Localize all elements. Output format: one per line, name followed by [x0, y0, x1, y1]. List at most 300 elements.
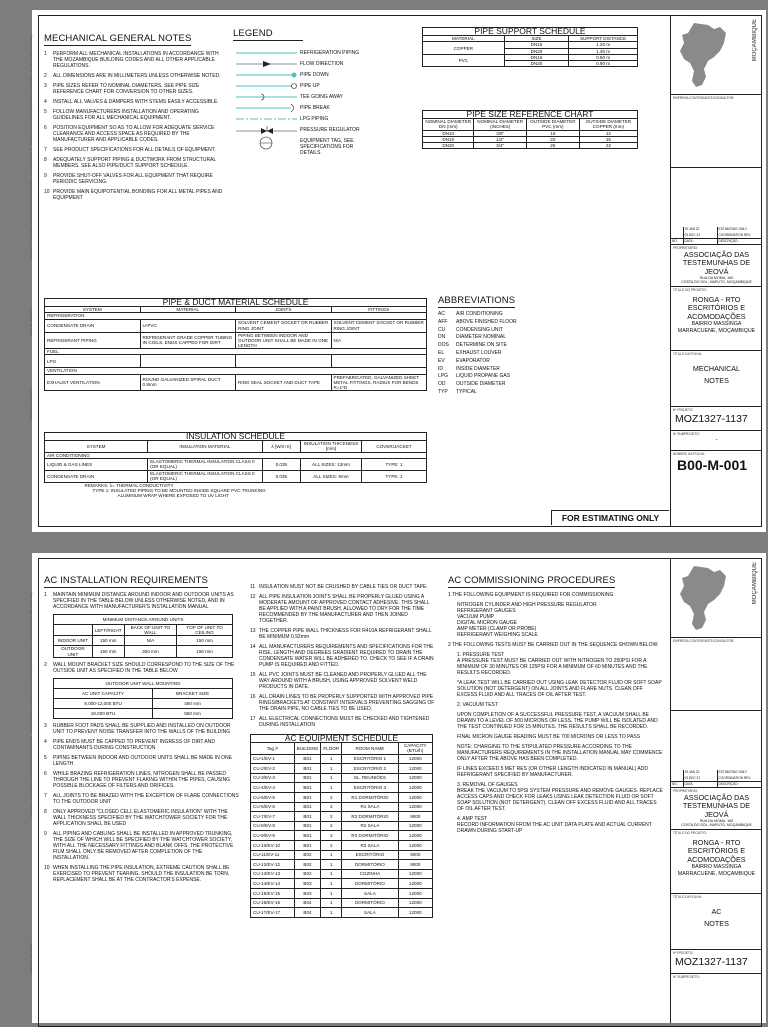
- remarks: REMARKS: λ= THERMAL CONDUCTIVITY: [84, 482, 174, 488]
- legend-label: FLOW DIRECTION: [300, 61, 344, 67]
- table-row: [251, 831, 433, 841]
- table-cell: CONDENSATE DRAIN: [45, 319, 141, 332]
- note-number: 13: [250, 628, 256, 634]
- table-cell: 450 mm: [153, 698, 233, 708]
- table-title: AC EQUIPMENT SCHEDULE: [251, 735, 433, 743]
- table-row: [251, 821, 433, 831]
- note-text: ONLY APPROVED "CLOSED CELL ELASTOMERIC INSULATION" WITH THE WALL THICKNESS SPECIFIED BY THE WATCHTOWER SOCIETY FOR THE APPLICATION SHALL BE USED: [53, 808, 228, 827]
- table-cell: R1 SALA: [342, 802, 398, 812]
- table-cell: TYPE: 1: [362, 470, 427, 482]
- abbreviation-value: INSIDE DIAMETER: [456, 365, 500, 372]
- section-title: AC INSTALLATION REQUIREMENTS: [44, 575, 208, 586]
- table-cell: CU-12/EV-12: [251, 860, 295, 870]
- table-cell: SALA: [342, 888, 398, 898]
- table-cell: DN20: [423, 143, 474, 149]
- pipe-support-table: [422, 27, 638, 67]
- revision-table: [671, 227, 762, 244]
- field-label: Nº PROJETO:: [673, 408, 694, 412]
- legend-label: PRESSURE REGULATOR: [300, 127, 360, 133]
- abbreviation-row: [438, 389, 668, 397]
- mozambique-map-icon: [671, 564, 737, 634]
- note-number: 4: [44, 738, 47, 745]
- note-text: PIPE SIZES REFER TO NOMINAL DIAMETERS. SEE PIPE SIZE REFERENCE CHART FOR CONVERSION TO OTHER SIZES.: [53, 83, 200, 95]
- table-row: [251, 764, 433, 774]
- remarks: ALUMINUM WRAP WHERE EXPOSED TO UV LIGHT: [117, 493, 229, 499]
- table-cell: 9000: [398, 850, 432, 860]
- note-text: ALL PIPE INSULATION JOINTS SHALL BE PROPERLY GLUED USING A MODERATE AMOUNT OF APPROVED CONTACT ADHESIVE. THIS SHALL BE APPLIED WITH A PAINT BRUSH, ALLOWED TO DRY FOR THE TIME RECOMMENDED BY THE MANUFACTURER AND THEN JOINED TOGETHER.: [259, 594, 430, 624]
- note-text: ALL DRAIN LINES TO BE PROPERLY SUPPORTED WITH APPROVED PIPE RINGS/BRACKETS AT CONSTANT INTERVALS PREVENTING SAGGING OF THE DRAIN PIPE, NO CABLE TIES TO BE USED.: [259, 694, 435, 712]
- note-item: [44, 831, 239, 861]
- tee-icon: [233, 91, 299, 102]
- abbreviation-row: [438, 358, 668, 366]
- legend-label: PIPE UP: [300, 83, 320, 89]
- table-title: PIPE SUPPORT SCHEDULE: [423, 28, 638, 36]
- lpg-line-icon: [233, 113, 299, 124]
- table-cell: ELASTOMERIC THERMAL INSULATION CLASS 0 (OR EQUAL): [148, 458, 263, 470]
- column-header: TOP OF UNIT TO CEILING: [177, 625, 233, 636]
- note-item: 1 MAINTAIN MINIMUM DISTANCE AROUND INDOOR AND OUTDOOR UNITS AS SPECIFIED IN THE TABLE BELOW UNLESS OTHERWISE NOTED, AND IN ACCORDANCE WITH MANUFACTURER'S INSTALLATION MANUAL: [44, 592, 239, 610]
- table-cell: 2: [321, 831, 342, 841]
- table-cell: 25: [526, 143, 579, 149]
- note-text: POSITION EQUIPMENT SO AS TO ALLOW FOR ADEQUATE SERVICE CLEARANCE AND ACCESS SPACE AS REQUIRED BY THE MANUFACTURER AND APPLICABLE CODES.: [53, 125, 215, 143]
- table-cell: CU-13/EV-13: [251, 869, 295, 879]
- project-location: BAIRRO MASSINGA: [691, 863, 742, 870]
- column-header: λ [W/m K]: [262, 441, 300, 452]
- table-cell: 550 mm: [153, 708, 233, 718]
- table-cell: B01: [294, 754, 321, 764]
- project-location: BAIRRO MASSINGA: [691, 320, 742, 327]
- note-item: [250, 594, 435, 624]
- note-item: [44, 793, 239, 805]
- group-label: FUEL: [45, 349, 427, 355]
- legend-item: [233, 47, 413, 58]
- drawing-number-panel: [671, 451, 762, 486]
- table-row: [45, 319, 427, 332]
- commissioning-paragraph: AMP METER (CLAMP OR PROBE): [457, 626, 537, 632]
- drawing-number: B00-M-001: [677, 457, 748, 473]
- sheet-title-panel: [671, 894, 762, 950]
- table-cell: SOLVENT CEMENT SOCKET OR RUBBER RING JOINT: [331, 319, 427, 332]
- table-cell: 12000: [398, 908, 432, 918]
- sheet-content: [38, 558, 670, 1023]
- table-cell: 1.20 m: [569, 42, 638, 48]
- legend-item: [233, 58, 413, 69]
- table-cell: 12000: [398, 821, 432, 831]
- table-cell: CONDENSATE DRAIN: [45, 470, 148, 482]
- note-number: 17: [250, 716, 256, 722]
- note-number: 4: [44, 99, 47, 105]
- table-cell: TYPE: 1: [362, 458, 427, 470]
- table-row: [251, 850, 433, 860]
- commissioning-paragraph: 2. VACUUM TEST: [457, 702, 498, 708]
- note-item: [44, 739, 239, 751]
- sheet-title: MECHANICAL: [692, 364, 741, 373]
- table-cell: DN15: [423, 136, 474, 142]
- commissioning-paragraph: 1 THE FOLLOWING EQUIPMENT IS REQUIRED FOR COMMISSIONING:: [448, 592, 615, 598]
- note-number: 10: [44, 189, 50, 195]
- table-cell: B01: [294, 802, 321, 812]
- note-item: [44, 723, 239, 735]
- rev-desc: ESTIMATING ONLY: [718, 227, 748, 232]
- commissioning: [448, 570, 663, 838]
- note-number: 11: [250, 584, 256, 590]
- side-text: FILE PATH: 1 Cloud\Nate Garrtel\Nettinas\Mozambique\RCU - File Interpretation (K: Construction Documents)\(1)\MOZ1327\Technical\RCU-MOZ01327-B00-M-002.dwg: [29, 593, 33, 817]
- insulation-table: [44, 432, 427, 498]
- commissioning-paragraph: 3. REMOVAL OF GAUGES: [457, 782, 518, 788]
- column-header: COVER/JACKET: [362, 441, 427, 452]
- table-cell: 1: [321, 773, 342, 783]
- abbreviation-row: [438, 373, 668, 381]
- legend-item: [233, 135, 413, 155]
- note-item: [44, 157, 227, 169]
- logo-panel: [671, 15, 762, 95]
- note-number: 8: [44, 808, 47, 815]
- table-cell: 12000: [398, 879, 432, 889]
- notes-list: [44, 723, 239, 883]
- note-item: [44, 809, 239, 827]
- owner-panel: [671, 245, 762, 287]
- field-label: NÚMERO DA FOLHA:: [673, 452, 705, 456]
- legend-item: [233, 113, 413, 124]
- note-text: PROVIDE SHUT-OFF VALVES FOR ALL EQUIPMENT THAT REQUIRE PERIODIC SERVICING.: [53, 173, 213, 185]
- note-item: [44, 189, 227, 201]
- note-text: FOLLOW MANUFACTURERS INSTALLATION AND OPERATING GUIDELINES FOR ALL MECHANICAL EQUIPMENT.: [53, 109, 199, 121]
- note-item: [44, 99, 227, 105]
- project-panel: [671, 287, 762, 351]
- legend-label: LPG PIPING: [300, 116, 329, 122]
- table-cell: R3 SALA: [342, 840, 398, 850]
- commissioning-paragraph: REFRIGERANT GAUGES: [457, 608, 516, 614]
- abbreviation-key: EL: [438, 349, 445, 356]
- project-number-panel: [671, 950, 762, 974]
- table-cell: CU-3/EV-3: [251, 773, 295, 783]
- column-header: AC UNIT CAPACITY: [54, 688, 153, 698]
- table-cell: B04: [294, 898, 321, 908]
- note-item: [44, 771, 239, 789]
- table-cell: CU-15/EV-15: [251, 888, 295, 898]
- side-text: DANGOFT: 09.02.2022: [29, 943, 33, 975]
- sheet-title: NOTES: [704, 376, 729, 385]
- table-cell: ESCRITÓRIO 1: [342, 754, 398, 764]
- project-location: MARRACUENE, MOÇAMBIQUE: [677, 327, 756, 334]
- abbreviation-value: OUTSIDE DIAMETER: [456, 381, 506, 388]
- table-cell: CU-8/EV-8: [251, 821, 295, 831]
- abbreviation-value: ABOVE FINISHED FLOOR: [456, 318, 517, 325]
- section-title: ABBREVIATIONS: [438, 295, 516, 306]
- abbreviation-value: CONDENSING UNIT: [456, 326, 503, 333]
- table-cell: 12000: [398, 783, 432, 793]
- commissioning-paragraph: RECORD INFORMATION FROM THE AC UNIT DATA PLATE AND ACTUAL CURRENT DRAWN DURING START-UP: [457, 822, 652, 834]
- column-header: FITTINGS: [331, 307, 427, 313]
- column-header: NOMINAL DIAMETER (INCHES): [474, 119, 526, 130]
- table-cell: N/A: [331, 332, 427, 349]
- table-cell: [331, 355, 427, 368]
- table-cell: 2: [321, 802, 342, 812]
- table-cell: ROUND GALVANIZED SPIRAL DUCT 0.8mm: [140, 374, 236, 391]
- table-cell: 0.80 m: [569, 54, 638, 60]
- table-cell: B02: [294, 850, 321, 860]
- table-cell: CU-2/EV-2: [251, 764, 295, 774]
- note-number: 9: [44, 830, 47, 837]
- sheet-content: [38, 15, 670, 527]
- table-cell: SALA: [342, 908, 398, 918]
- rev-desc: ESTIMATING ONLY: [718, 770, 748, 775]
- min-distance-table: [53, 614, 233, 658]
- field-label: TÍTULO DO PROJETO:: [673, 288, 707, 292]
- note-item: [44, 73, 227, 79]
- note-number: 7: [44, 147, 47, 153]
- commissioning-paragraph: 4. AMP TEST: [457, 816, 488, 822]
- note-text: ALL MANUFACTURERS REQUIREMENTS AND SPECIFICATIONS FOR THE RISE, LENGTH AND DEGREES GRADIENT REQUIRED TO DRAIN THE CONDENSATE WATER WILL BE ADHERED TO. CHECK TO SEE IF A DRAIN PUMP IS REQUIRED AND FITTED.: [259, 644, 434, 668]
- table-cell: 15: [579, 136, 637, 142]
- section-title: AC COMMISSIONING PROCEDURES: [448, 575, 616, 586]
- legend-label: TEE GOING AWAY: [300, 94, 343, 100]
- abbreviation-row: [438, 319, 668, 327]
- country-label: MOÇAMBIQUE: [752, 562, 758, 605]
- table-cell: 1: [321, 908, 342, 918]
- table-row: [251, 908, 433, 918]
- note-text: PROVIDE MAIN EQUIPOTENTIAL BONDING FOR ALL METAL PIPES AND EQUIPMENT: [53, 189, 223, 201]
- field-label: EMPRESA CONTRATANTE/CONSULTOR:: [673, 639, 735, 643]
- project-number: MOZ1327-1137: [675, 413, 748, 425]
- table-cell: INDOOR UNIT: [54, 636, 93, 646]
- table-cell: DORMITÓRIO: [342, 898, 398, 908]
- project-location: MARRACUENE, MOÇAMBIQUE: [677, 870, 756, 877]
- field-label: TÍTULO DA FOLHA:: [673, 895, 702, 899]
- table-cell: 12000: [398, 888, 432, 898]
- column-header: MATERIAL: [140, 307, 236, 313]
- abbreviation-key: DOS: [438, 342, 449, 349]
- table-cell: 150 mm: [177, 646, 233, 657]
- table-cell: DN15: [504, 54, 569, 60]
- table-cell: ESCRITÓRIO 3: [342, 783, 398, 793]
- table-cell: 16: [526, 130, 579, 136]
- abbreviation-value: EXHAUST LOUVER: [456, 349, 502, 356]
- note-item: [250, 584, 435, 590]
- project-number-panel: [671, 407, 762, 431]
- note-text: PIPE ENDS MUST BE CAPPED TO PREVENT INGRESS OF DIRT AND CONTAMINANTS DURING CONSTRUCTION: [53, 738, 215, 751]
- note-number: 6: [44, 770, 47, 777]
- bracket-table: [53, 678, 233, 719]
- table-cell: B02: [294, 860, 321, 870]
- table-cell: B01: [294, 840, 321, 850]
- table-cell: ESCRITÓRIO 2: [342, 764, 398, 774]
- abbreviation-value: EVAPORATOR: [456, 357, 490, 364]
- table-row: [423, 143, 638, 149]
- table-cell: 18,000 BTU: [54, 708, 153, 718]
- table-cell: B01: [294, 783, 321, 793]
- general-notes: [44, 28, 227, 205]
- column-header: JOINTS: [236, 307, 332, 313]
- table-cell: 0.90 m: [569, 61, 638, 67]
- abbreviation-row: [438, 342, 668, 350]
- field-label: TÍTULO DA FOLHA:: [673, 352, 702, 356]
- group-row: AIR CONDITIONING: [45, 452, 427, 458]
- table-cell: 9000: [398, 812, 432, 822]
- table-row: [251, 860, 433, 870]
- table-row: [251, 898, 433, 908]
- legend-label: REFRIGERATION PIPING: [300, 50, 360, 56]
- table-cell: RING SEAL SOCKET AND DUCT TAPE: [236, 374, 332, 391]
- table-cell: ALL SIZES: 13mm: [300, 458, 361, 470]
- table-title: PIPE SIZE REFERENCE CHART: [423, 111, 638, 119]
- pipe-break-icon: [233, 102, 299, 113]
- note-text: INSTALL ALL VALVES & DAMPERS WITH STEMS EASILY ACCESSIBLE.: [53, 99, 219, 105]
- note-number: 7: [44, 792, 47, 799]
- commissioning-paragraph: *A LEAK TEST WILL BE CARRIED OUT USING LEAK DETECTOR FLUID OR SOFT SOAP SOLUTION (NOT DETERGENT) ON ALL JOINTS AND FLARE NUTS. CLEAN OFF EXCESS FLUID AND ALL TRACES OF OIL AFTER TEST.: [457, 680, 662, 698]
- logo-panel: [671, 558, 762, 638]
- commissioning-paragraph: NITROGEN CYLINDER AND HIGH PRESSURE REGULATOR: [457, 602, 597, 608]
- table-cell: DN20: [504, 61, 569, 67]
- country-label: MOÇAMBIQUE: [752, 19, 758, 62]
- note-item: [250, 716, 435, 728]
- subproject-number: -: [715, 437, 718, 443]
- note-text: ALL PIPING AND CABLING SHALL BE INSTALLED IN APPROVED TRUNKING, THE SIZE OF WHICH WILL BE SPECIFIED BY THE WATCHTOWER SOCIETY, WITH ALL THE NECESSARY FITTINGS AND BLANK OFFS. THE PROTECTIVE FILM SHALL ONLY BE REMOVED AFTER COMPLETION OF THE INSTALLATION.: [53, 830, 234, 861]
- abbreviation-row: [438, 350, 668, 358]
- project-name: ESCRITÓRIOS E ACOMODAÇÕES: [687, 846, 746, 864]
- legend-label: PIPE BREAK: [300, 105, 330, 111]
- table-cell: R2 SALA: [342, 821, 398, 831]
- rev-header: DESCRIÇÃO:: [718, 238, 739, 243]
- note-item: [44, 173, 227, 185]
- table-cell: CU-10/EV-10: [251, 840, 295, 850]
- table-cell: COPPER: [423, 42, 505, 54]
- note-number: 15: [250, 672, 256, 678]
- legend: [233, 28, 413, 156]
- table-cell: B01: [294, 764, 321, 774]
- table-cell: B01: [294, 821, 321, 831]
- note-item: [250, 628, 435, 640]
- owner-address: RUA DA MOMA, 160: [699, 818, 734, 823]
- note-item: [44, 51, 227, 69]
- equipment-tag-icon: [233, 135, 299, 155]
- revisions-panel: [671, 711, 762, 788]
- table-row: [251, 812, 433, 822]
- table-cell: B01: [294, 773, 321, 783]
- note-text: PERFORM ALL MECHANICAL INSTALLATIONS IN ACCORDANCE WITH THE MOZAMBIQUE BUILDING CODES AND ALL OTHER APPLICABLE REGULATIONS.: [53, 51, 219, 69]
- rev-date: 19 JAN 22: [683, 770, 717, 775]
- table-cell: 150 mm: [92, 646, 124, 657]
- note-number: 10: [44, 864, 50, 871]
- table-cell: B04: [294, 908, 321, 918]
- section-title: MECHANICAL GENERAL NOTES: [44, 33, 192, 44]
- rev-date: 03 DEC 22: [683, 776, 717, 782]
- table-cell: LIQUID & GAS LINES: [45, 458, 148, 470]
- abbreviation-key: LPG: [438, 373, 449, 380]
- table-row: [45, 355, 427, 368]
- note-number: 3: [44, 83, 47, 89]
- abbreviation-row: [438, 334, 668, 342]
- column-header: NOMINAL DIAMETER DN (mm): [423, 119, 474, 130]
- table-title: OUTDOOR UNIT WALL MOUNTING: [54, 678, 233, 688]
- note-text: RUBBER FOOT PADS SHALL BE SUPPLIED AND INSTALLED ON OUTDOOR UNIT TO PREVENT NOISE TRANSFER INTO THE WALLS OF THE BUILDING: [53, 722, 231, 735]
- note-number: 16: [250, 694, 256, 700]
- table-cell: 12000: [398, 802, 432, 812]
- equipment-table: [250, 734, 433, 918]
- abbreviation-value: LIQUID PROPANE GAS: [456, 373, 511, 380]
- table-cell: CU-5/EV-5: [251, 792, 295, 802]
- table-cell: EXHAUST VENTILATION: [45, 374, 141, 391]
- table-cell: R2 DORMITÓRIO: [342, 812, 398, 822]
- table-cell: 12000: [398, 831, 432, 841]
- note-number: 5: [44, 109, 47, 115]
- column-header: SIZE: [504, 36, 569, 42]
- owner-address: COSTA DO SOL, MAPUTO, MOÇAMBIQUE: [681, 823, 752, 828]
- table-cell: R1 DORMITÓRIO: [342, 792, 398, 802]
- table-cell: B01: [294, 812, 321, 822]
- table-body: [45, 313, 427, 391]
- table-cell: 150 mm: [92, 636, 124, 646]
- table-body: [423, 130, 638, 149]
- table-row: [251, 773, 433, 783]
- legend-label: PIPE DOWN: [300, 72, 329, 78]
- table-cell: [236, 355, 332, 368]
- column-header: FLOOR: [321, 743, 342, 754]
- legend-item: [233, 102, 413, 113]
- project-panel: [671, 830, 762, 894]
- table-row: [251, 869, 433, 879]
- table-cell: ESCRITÓRIO: [342, 850, 398, 860]
- note-text: ADEQUATELY SUPPORT PIPING & DUCTWORK FROM STRUCTURAL MEMBERS. SEE ALSO PIPE/DUCT SUPPORT SCHEDULE.: [53, 157, 216, 169]
- remarks: TYPE 1: INSULATED PIPING TO BE MOUNTED INSIDE SQUARE PVC TRUNKING: [92, 488, 266, 494]
- table-row: [251, 888, 433, 898]
- legend-label: EQUIPMENT TAG, SEE SPECIFICATIONS FOR DETAILS: [300, 138, 354, 156]
- pipe-up-icon: [233, 80, 299, 91]
- table-cell: DORMITÓRIO: [342, 860, 398, 870]
- note-text: ALL DIMENSIONS ARE IN MILLIMETERS UNLESS OTHERWISE NOTED.: [53, 73, 221, 79]
- note-item: [250, 694, 435, 712]
- abbreviation-row: [438, 381, 668, 389]
- drawing-sheet-1: [29, 10, 766, 532]
- table-cell: B02: [294, 869, 321, 879]
- column-header: OUTSIDE DIAMETER PVC (mm): [526, 119, 579, 130]
- note-item: [250, 672, 435, 690]
- table-body: [251, 754, 433, 917]
- table-title: PIPE & DUCT MATERIAL SCHEDULE: [45, 299, 427, 307]
- legend-item: [233, 124, 413, 135]
- project-name: RONGA - RTO: [692, 838, 741, 847]
- owner-panel: [671, 788, 762, 830]
- table-cell: 12000: [398, 764, 432, 774]
- commissioning-paragraph: 1. PRESSURE TEST: [457, 652, 505, 658]
- note-text: WALL MOUNT BRACKET SIZE SHOULD CORRESPOND TO THE SIZE OF THE OUTSIDE UNIT AS SPECIFIED IN THE TABLE BELOW: [53, 661, 235, 674]
- note-item: [44, 755, 239, 767]
- note-number: 9: [44, 173, 47, 179]
- column-header: LEFT/RIGHT: [92, 625, 124, 636]
- owner-name: ASSOCIAÇÃO DAS: [683, 250, 750, 259]
- table-cell: U-PVC: [140, 319, 236, 332]
- pressure-regulator-icon: [233, 124, 299, 135]
- note-number: 2: [44, 73, 47, 79]
- table-row: [251, 879, 433, 889]
- abbreviation-row: [438, 366, 668, 374]
- table-cell: 0.035: [262, 458, 300, 470]
- table-cell: REFRIGERANT GRADE COPPER TUBING IN COILS. ENDS CAPPED FOR DIRT: [140, 332, 236, 349]
- note-text: THE COPPER PIPE WALL THICKNESS FOR R410A REFRIGERANT SHALL BE MINIMUM 0.92mm: [259, 628, 432, 640]
- flow-arrow-icon: [233, 58, 299, 69]
- title-block: [670, 558, 762, 1023]
- sheet-title: AC: [711, 907, 722, 916]
- table-cell: REFRIGERANT PIPING: [45, 332, 141, 349]
- legend-item: [233, 91, 413, 102]
- abbreviation-key: DN: [438, 334, 446, 341]
- table-cell: 12000: [398, 869, 432, 879]
- project-number: MOZ1327-1137: [675, 956, 748, 968]
- table-row: [251, 783, 433, 793]
- side-text: FILE PATH: 1 Cloud\Nate Garrtel\Nettinas\Mozambique\RCU - File Interpretation (K: Construction Documents)\(1)\MOZ1327\Technical\RCU-MOZ01327-B00-M-001.dwg: [29, 35, 33, 259]
- table-cell: 1: [321, 898, 342, 908]
- drawing-sheet-2: [29, 553, 766, 1023]
